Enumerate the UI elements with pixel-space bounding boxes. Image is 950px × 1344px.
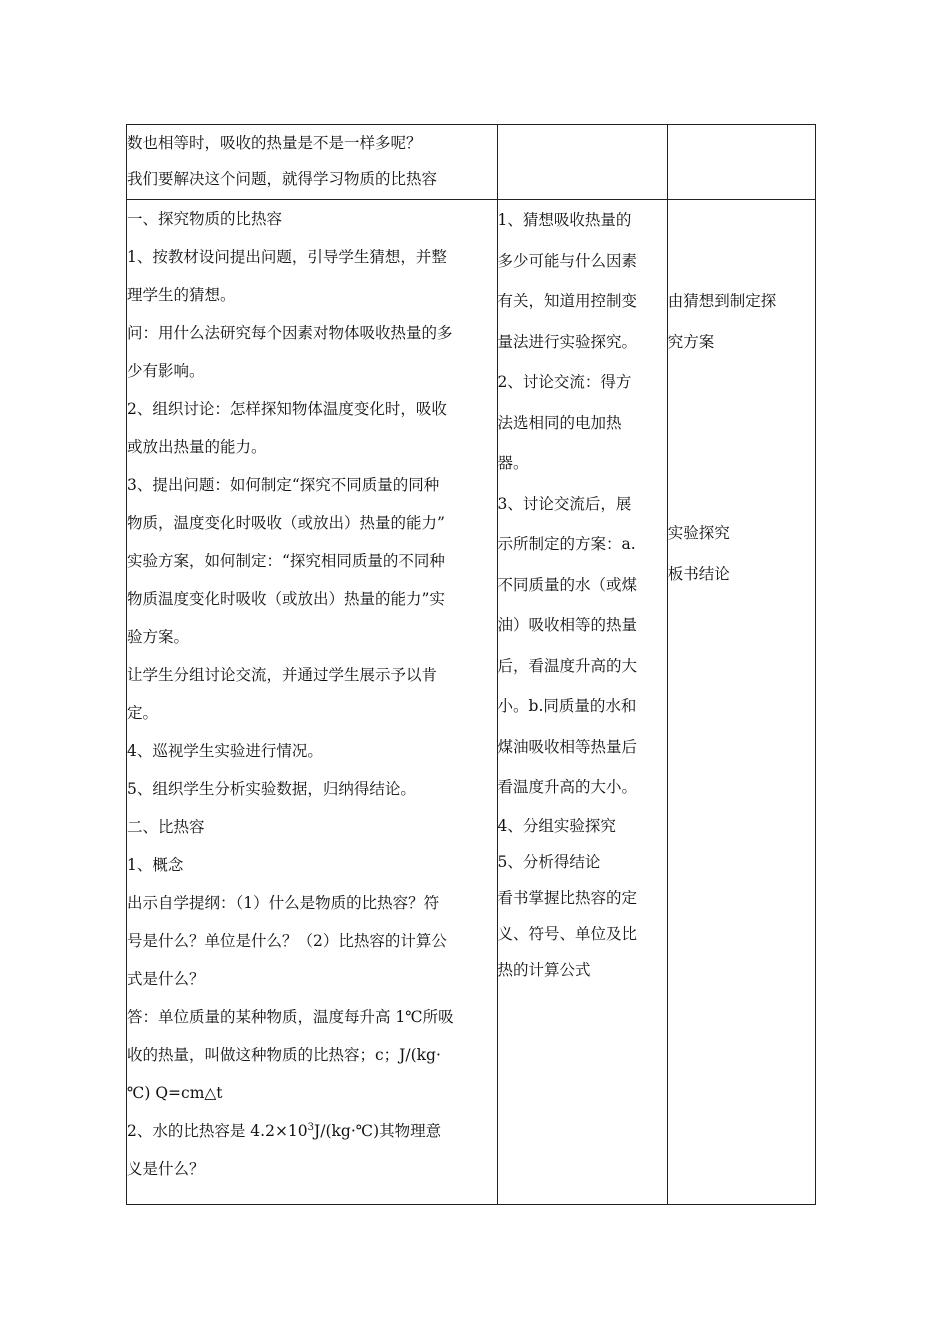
text-line [127, 1112, 497, 1150]
text-line: 板书结论 [667, 565, 730, 583]
text-line: 收的热量，叫做这种物质的比热容；c；J/(kg· [127, 1046, 441, 1064]
text-line: 式是什么？ [127, 970, 205, 988]
text-line: 验方案。 [127, 628, 190, 646]
text-segment: J/(kg·℃)其物理意 [314, 1122, 442, 1140]
text-line: 后，看温度升高的大 [497, 656, 638, 675]
text-line: 1、按教材设问提出问题，引导学生猜想，并整 [127, 248, 447, 266]
text-line: 我们要解决这个问题，就得学习物质的比热容 [127, 170, 438, 188]
text-line: 法选相同的电加热 [497, 413, 622, 432]
teacher-activity-cell [127, 200, 498, 1205]
superscript: 3 [307, 1121, 315, 1133]
text-line: 2、组织讨论：怎样探知物体温度变化时，吸收 [127, 400, 447, 418]
text-line: 热的计算公式 [497, 960, 591, 979]
text-line: 有关，知道用控制变 [497, 292, 638, 310]
text-line: 5、组织学生分析实验数据，归纳得结论。 [127, 780, 416, 798]
text-line: 出示自学提纲：（1）什么是物质的比热容？符 [127, 894, 440, 912]
text-line: 煤油吸收相等热量后 [497, 737, 638, 756]
text-line: 4、巡视学生实验进行情况。 [127, 742, 323, 760]
design-intent-cell [667, 125, 815, 200]
text-line: 义、符号、单位及比 [497, 924, 638, 943]
text-line: 二、比热容 [127, 818, 205, 836]
text-line: 让学生分组讨论交流，并通过学生展示予以肯 [127, 666, 438, 684]
text-line: 量法进行实验探究。 [497, 332, 638, 351]
student-activity-cell [497, 125, 667, 200]
text-line: 示所制定的方案：a. [497, 535, 636, 553]
text-line: 器。 [497, 454, 529, 472]
text-line: 3、提出问题：如何制定“探究不同质量的同种 [127, 476, 440, 494]
text-line: 油）吸收相等的热量 [497, 616, 638, 634]
text-line: 1、概念 [127, 856, 184, 874]
text-line: 实验探究 [667, 524, 730, 542]
text-line: 物质，温度变化时吸收（或放出）热量的能力” [127, 514, 445, 532]
text-line: 或放出热量的能力。 [127, 438, 267, 456]
table-row [127, 125, 816, 200]
text-line: 答：单位质量的某种物质，温度每升高 1℃所吸 [127, 1008, 454, 1026]
text-line: 物质温度变化时吸收（或放出）热量的能力”实 [127, 590, 445, 608]
text-segment: 2、水的比热容是 4.2×10 [127, 1122, 308, 1140]
text-line: 少有影响。 [127, 362, 205, 380]
text-line: 小。b.同质量的水和 [497, 697, 637, 715]
table-row [127, 200, 816, 1205]
text-line: 理学生的猜想。 [127, 286, 236, 304]
text-line: 不同质量的水（或煤 [497, 575, 638, 594]
teacher-activity-cell [127, 125, 498, 200]
text-line: 4、分组实验探究 [497, 816, 616, 835]
student-activity-cell [497, 200, 667, 1205]
lesson-plan-table [126, 124, 816, 1205]
text-line: 看温度升高的大小。 [497, 778, 638, 796]
text-line: 看书掌握比热容的定 [497, 888, 638, 907]
text-line: 由猜想到制定探 [667, 292, 777, 310]
text-line: 定。 [127, 704, 159, 722]
text-line: ℃) Q=cm△t [127, 1084, 223, 1102]
text-line: 5、分析得结论 [497, 852, 601, 871]
design-intent-cell [667, 200, 815, 1205]
text-line: 实验方案，如何制定：“探究相同质量的不同种 [127, 552, 445, 570]
text-line: 究方案 [667, 333, 715, 351]
text-line: 2、讨论交流：得方 [497, 373, 632, 391]
text-line: 号是什么？单位是什么？（2）比热容的计算公 [127, 932, 447, 950]
text-line: 问：用什么法研究每个因素对物体吸收热量的多 [127, 324, 453, 342]
text-line: 一、探究物质的比热容 [127, 210, 283, 228]
text-line: 数也相等时，吸收的热量是不是一样多呢？ [127, 134, 422, 152]
text-line: 多少可能与什么因素 [497, 251, 638, 270]
text-line: 义是什么？ [127, 1160, 205, 1178]
text-line: 1、猜想吸收热量的 [497, 211, 632, 229]
text-line: 3、讨论交流后，展 [497, 494, 632, 513]
